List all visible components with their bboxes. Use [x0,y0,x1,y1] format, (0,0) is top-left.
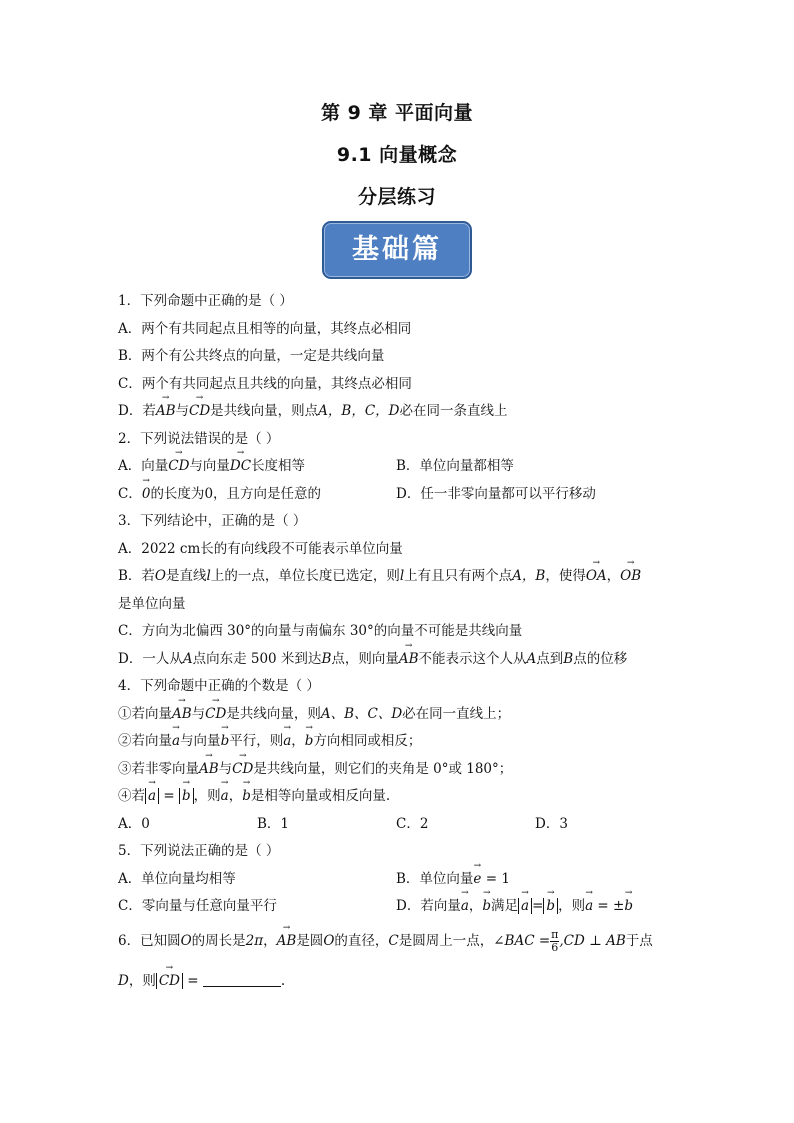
q4-option-b: B．1 [257,815,290,832]
question-list [118,288,688,1001]
q2-options-row1 [118,453,688,481]
vector-a: → a [283,733,291,749]
text: 点向东走 500 米到达 [192,650,322,667]
condition: ,CD ⊥ AB [559,932,626,949]
q5-stem: 5．下列说法正确的是（ ） [118,843,280,859]
number: 0 [204,485,214,502]
fraction [550,929,559,954]
value: 2π [245,932,264,949]
text: 的直径， [334,932,389,949]
q4-item-3 [118,756,688,784]
var: O [180,932,192,949]
text: 与 [175,403,189,419]
text: 不能表示这个人从 [418,650,527,667]
text: = [159,788,179,804]
abs-a [145,788,159,804]
text: ， [228,788,243,804]
text: = ± [593,898,625,914]
text: 上有且只有两个点 [404,568,513,584]
vector-cd: → CD [159,973,180,989]
text: 方向相同或相反； [313,733,422,749]
text: 上的一点，单位长度已选定，则 [210,568,400,584]
vector-a: → a [461,898,469,914]
q1-option-c: C．两个有共同起点且共线的向量，其终点必相同 [118,375,412,392]
text: ②若向量 [118,733,172,749]
vector-a: → a [148,788,156,804]
q2-options-row2 [118,481,688,509]
text: D．一人从 [118,650,183,667]
page-subtitle: 分层练习 [357,186,436,208]
text: 6．已知圆 [118,932,181,949]
answer-blank[interactable] [203,972,281,987]
text: ， [468,898,483,914]
vector-b: → b [221,733,230,749]
abs-b [543,898,558,914]
q3-option-c: C．方向为北偏西 30°的向量与南偏东 30°的向量不可能是共线向量 [118,623,523,639]
text: 与 [218,760,233,777]
q5-option-a: A．单位向量均相等 [118,870,236,887]
q4-item-1 [118,701,688,729]
text: 与向量 [189,458,230,474]
text: 是圆 [296,932,324,949]
text: ， [606,568,621,584]
text: ④若 [118,788,145,804]
q1-option-b: B．两个有公共终点的向量，一定是共线向量 [118,348,385,364]
text: 的周长是 [191,932,246,949]
text: = 1 [481,870,510,887]
vector-dc: → DC [230,458,251,474]
points: A、B、C、D [320,705,403,722]
text: 必在同一条直线上 [399,403,508,419]
text: 长度相等 [251,458,306,474]
vector-a: → a [221,788,229,804]
text: 是直线 [166,568,207,584]
text: B．单位向量 [396,870,474,887]
q1-stem: 1．下列命题中正确的是（ ） [118,293,293,309]
vector-a: → a [585,898,593,914]
q3-option-b-cont: 是单位向量 [118,595,186,612]
zero-vector: → 0 [142,486,151,502]
vector-cd: → CD [232,761,253,777]
var: l [399,568,405,584]
text: ，且方向是任意的 [213,485,322,502]
q4-item-4 [118,783,688,811]
vector-ab: → AB [156,403,176,419]
var: A [526,650,537,667]
q5-options-row2 [118,893,688,921]
angle: ∠BAC = [493,932,551,949]
abs-a [518,898,532,914]
q5-option-c: C．零向量与任意向量平行 [118,898,277,914]
vector-ab: → AB [399,651,419,667]
text: 必在同一直线上； [402,705,511,722]
var: D [118,972,129,989]
q2-option-c [118,481,396,509]
vector-cd: → CD [189,403,210,419]
vector-ab: → AB [172,706,192,722]
text: C． [118,485,142,502]
text: 是共线向量，则它们的夹角是 0°或 180°； [253,760,513,777]
text: 点，则向量 [331,650,399,667]
vector-b: → b [546,898,555,914]
denominator: 6 [551,940,559,954]
length: 2022 cm [141,540,201,557]
text: A． [118,540,142,557]
vector-b: → b [242,788,251,804]
text: 点的位移 [573,650,628,667]
q5-option-d [396,893,633,921]
vector-ab: → AB [277,933,297,949]
text: = [182,972,203,989]
text: ， [291,733,305,749]
text: 平行，则 [229,733,284,749]
q5-options-row1 [118,866,688,894]
text: 是相等向量或相反向量. [250,788,391,804]
vector-e: → e [473,871,481,887]
vector-cd: → CD [168,458,189,474]
text: . [280,972,286,989]
abs-cd [156,973,183,989]
level-badge: 基础篇 [322,221,472,279]
vector-oa: → OA [586,568,607,584]
vector-a: → a [521,898,529,914]
points: A，B，C，D [318,403,400,419]
var: A [182,650,193,667]
q2-stem: 2．下列说法错误的是（ ） [118,430,280,447]
chapter-title: 第 9 章 平面向量 [320,102,474,124]
q1-option-a: A．两个有共同起点且相等的向量，其终点必相同 [118,320,412,337]
q4-stem: 4．下列命题中正确的个数是（ ） [118,678,320,694]
text: 于点 [625,932,653,949]
q2-option-a [118,453,396,481]
text: ， [263,932,277,949]
text: ，则 [193,788,221,804]
text: D．若 [118,403,156,419]
text: D．若向量 [396,898,461,914]
text: ，使得 [545,568,586,584]
var: B [321,650,332,667]
numerator: π [551,927,559,941]
vector-cd: → CD [205,706,226,722]
var: C [388,932,399,949]
text: 与 [191,705,206,722]
q3-option-d [118,646,688,674]
q6-line2 [118,961,688,1001]
text: 点到 [536,650,564,667]
q3-option-b [118,563,688,591]
text: 是共线向量，则 [226,705,321,722]
abs-b [179,788,194,804]
q3-stem: 3．下列结论中，正确的是（ ） [118,513,307,529]
text: 是圆周上一点， [398,932,494,949]
text: ③若非零向量 [118,760,199,777]
q6-line1 [118,921,688,961]
vector-ab: → AB [199,761,219,777]
q1-option-d [118,398,688,426]
var: O [154,568,166,584]
q4-option-c: C．2 [396,815,429,832]
q2-option-d: D．任一非零向量都可以平行移动 [396,485,596,502]
q4-options [118,811,688,839]
q2-option-b: B．单位向量都相等 [396,458,514,474]
q4-option-d: D．3 [535,815,568,832]
text: 与向量 [180,733,221,749]
text: ，则 [558,898,586,914]
text: ①若向量 [118,705,172,722]
text: 长的有向线段不可能表示单位向量 [200,540,403,557]
vector-b: → b [624,898,633,914]
vector-b: → b [182,788,191,804]
var: A，B [512,568,546,584]
var: l [206,568,211,584]
vector-ob: → OB [620,568,641,584]
text: 是共线向量，则点 [210,403,319,419]
text: 满足 [491,898,519,914]
text: ，则 [128,972,156,989]
text: B．若 [118,568,155,584]
vector-b: → b [305,733,314,749]
section-title: 9.1 向量概念 [336,144,458,166]
text: = [532,898,544,914]
text: 的长度为 [150,485,205,502]
var: B [563,650,574,667]
q5-option-b [396,866,510,894]
q4-option-a: A．0 [118,815,150,832]
vector-a: → a [172,733,180,749]
text: A．向量 [118,458,169,474]
var: O [323,932,335,949]
vector-b: → b [482,898,491,914]
